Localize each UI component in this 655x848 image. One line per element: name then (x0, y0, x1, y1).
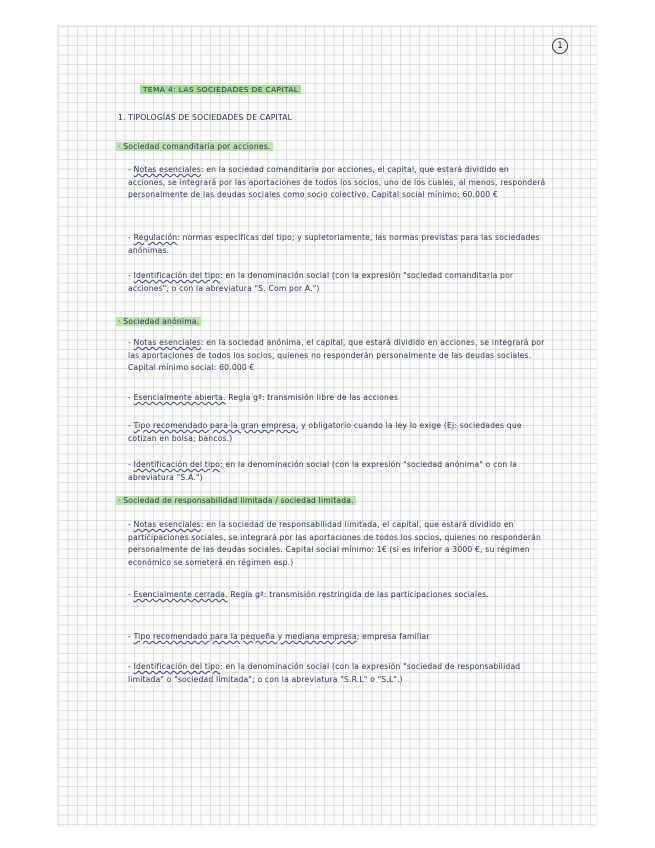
term-esencialmente-abierta: Esencialmente abierta. (133, 393, 226, 402)
paragraph-text: : en la sociedad comanditaria por acciones, el capital, que estará dividido en acciones, se integrará por las aportaciones de todos los socios, uno de los cuales, al menos, responderá personalmente de las deudas sociales como socio colectivo. Capital social mínimo: 60.000 € (128, 165, 546, 200)
paragraph-comanditaria-notas (128, 164, 546, 202)
term-notas-esenciales: Notas esenciales (133, 338, 201, 347)
paragraph-text: : en la denominación social (con la expresión "sociedad anónima" o con la abreviatura "S.A.") (128, 460, 518, 482)
paragraph-text: : en la sociedad anónima, el capital, que estará dividido en acciones, se integrará por las aportaciones de todos los socios, quienes no responderán personalmente de las deudas sociales. Capital mínimo social: 60.000 € (128, 338, 545, 373)
paragraph-anonima-identificacion (128, 459, 546, 484)
paragraph-dash: - (128, 632, 134, 641)
subsection-heading-text: · Sociedad anónima. (118, 317, 200, 326)
term-tipo-recomendado: Tipo recomendado para la pequeña y mediana empresa (133, 632, 357, 641)
paragraph-anonima-tipo (128, 420, 546, 445)
paragraph-dash: - (128, 393, 134, 402)
paragraph-text: Regla gª: transmisión libre de las acciones (225, 393, 399, 402)
paragraph-text: : en la denominación social (con la expresión "sociedad comanditaria por acciones", o con la abreviatura "S. Com por A.") (128, 271, 514, 293)
paragraph-dash: - (128, 165, 134, 174)
paragraph-anonima-abierta (128, 392, 546, 405)
term-notas-esenciales: Notas esenciales (133, 520, 201, 529)
page-title-text: TEMA 4: LAS SOCIEDADES DE CAPITAL (140, 85, 301, 94)
term-regulacion: Regulación (133, 233, 178, 242)
paragraph-text: Regla gª: transmisión restringida de las participaciones sociales. (227, 590, 489, 599)
paragraph-limitada-notas (128, 519, 548, 569)
term-identificacion: Identificación del tipo (133, 662, 221, 671)
term-identificacion: Identificación del tipo (133, 460, 221, 469)
paragraph-comanditaria-identificacion (128, 270, 546, 295)
term-tipo-recomendado: Tipo recomendado para la gran empresa, (133, 421, 299, 430)
subsection-heading-text: · Sociedad de responsabilidad limitada / sociedad limitada. (118, 496, 354, 505)
page-number: 1 (552, 38, 568, 54)
subsection-heading-limitada (116, 495, 356, 508)
paragraph-dash: - (128, 271, 134, 280)
paragraph-text: : en la sociedad de responsabilidad limitada, el capital, que estará dividido en participaciones sociales, se integrará por las aportaciones de todos los socios, quienes no responderán personalmente de las deudas sociales. Capital social mínimo: 1€ (si es inferior a 3000 €, su régimen económico se someterá en régimen esp.) (128, 520, 542, 567)
paragraph-text: : normas específicas del tipo; y supletoriamente, las normas previstas para las sociedades anónimas. (128, 233, 540, 255)
paragraph-text: : en la denominación social (con la expresión "sociedad de responsabilidad limitada" o "sociedad limitada"; o con la abreviatura "S.R.L" o "S.L".) (128, 662, 521, 684)
paragraph-comanditaria-regulacion (128, 232, 546, 257)
subsection-heading-text: · Sociedad comanditaria por acciones. (118, 142, 271, 151)
paragraph-limitada-cerrada (128, 589, 546, 602)
paragraph-dash: - (128, 520, 134, 529)
paragraph-text: ; empresa familiar (356, 632, 430, 641)
paragraph-limitada-identificacion (128, 661, 548, 686)
term-notas-esenciales: Notas esenciales (133, 165, 201, 174)
paragraph-dash: - (128, 460, 134, 469)
paragraph-anonima-notas (128, 337, 546, 375)
section-heading: 1. TIPOLOGÍAS DE SOCIEDADES DE CAPITAL (118, 113, 293, 122)
paragraph-text: y obligatorio cuando la ley lo exige (Ej: sociedades que cotizan en bolsa; bancos.) (128, 421, 522, 443)
paragraph-dash: - (128, 662, 134, 671)
paragraph-dash: - (128, 233, 134, 242)
page-title (140, 84, 301, 97)
subsection-heading-anonima (116, 316, 201, 329)
term-identificacion: Identificación del tipo (133, 271, 221, 280)
term-esencialmente-cerrada: Esencialmente cerrada. (133, 590, 228, 599)
paragraph-limitada-tipo (128, 631, 546, 644)
subsection-heading-comanditaria (116, 141, 273, 154)
paragraph-dash: - (128, 590, 134, 599)
paragraph-dash: - (128, 421, 134, 430)
paragraph-dash: - (128, 338, 134, 347)
